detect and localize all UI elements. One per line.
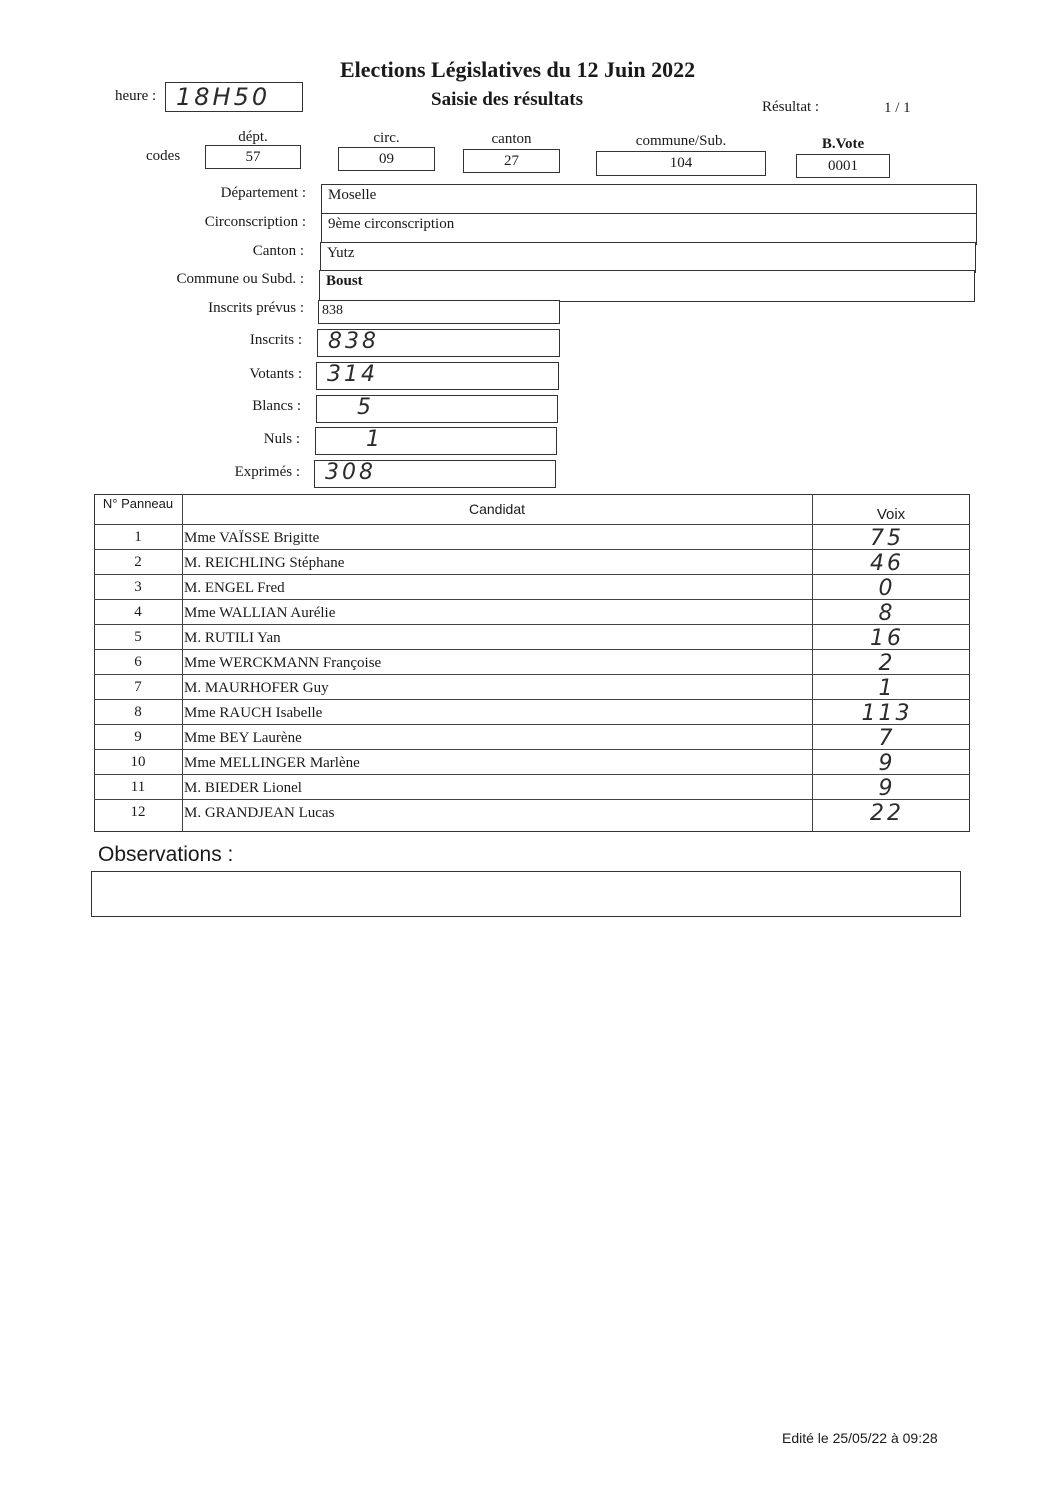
table-row — [94, 749, 970, 775]
col-header-panneau: N° Panneau — [102, 496, 174, 511]
document-subtitle: Saisie des résultats — [431, 89, 583, 110]
row-candidate-name: Mme MELLINGER Marlène — [184, 755, 360, 771]
row-candidate-name: M. REICHLING Stéphane — [184, 555, 345, 571]
code-bvote-label: B.Vote — [821, 136, 865, 152]
edited-timestamp: Edité le 25/05/22 à 09:28 — [782, 1430, 938, 1446]
row-candidate-name: Mme WALLIAN Aurélie — [184, 605, 336, 621]
inscrits-field[interactable]: 838 — [317, 329, 560, 357]
nuls-field[interactable]: 1 — [315, 427, 557, 455]
table-row — [94, 799, 970, 825]
row-candidate-name: M. GRANDJEAN Lucas — [184, 805, 335, 821]
commune-field[interactable]: Boust — [319, 270, 975, 302]
col-header-voix: Voix — [876, 506, 906, 523]
code-dept-field[interactable]: 57 — [205, 145, 301, 169]
row-panneau-number: 12 — [130, 804, 146, 820]
row-candidate-name: M. RUTILI Yan — [184, 630, 281, 646]
code-circ-label: circ. — [373, 130, 400, 146]
code-commune-field[interactable]: 104 — [596, 151, 766, 176]
results-table — [94, 494, 970, 832]
code-canton-label: canton — [491, 131, 532, 147]
inscrits-prevus-label: Inscrits prévus : — [208, 300, 304, 316]
observations-label: Observations : — [98, 843, 234, 866]
table-row — [94, 699, 970, 725]
resultat-label: Résultat : — [762, 99, 820, 115]
document-title: Elections Législatives du 12 Juin 2022 — [340, 57, 696, 82]
votants-label: Votants : — [249, 366, 302, 382]
heure-field[interactable]: 18H50 — [165, 82, 303, 112]
row-voix-field[interactable]: 0 — [878, 576, 896, 601]
votants-field[interactable]: 314 — [316, 362, 559, 390]
row-panneau-number: 11 — [130, 779, 146, 795]
table-row — [94, 724, 970, 750]
col-header-candidat: Candidat — [468, 501, 526, 517]
inscrits-label: Inscrits : — [249, 332, 302, 348]
table-row — [94, 649, 970, 675]
row-candidate-name: Mme VAÏSSE Brigitte — [184, 530, 320, 546]
table-row — [94, 774, 970, 800]
canton-label: Canton : — [252, 243, 304, 259]
row-voix-field[interactable]: 1 — [878, 676, 896, 701]
row-candidate-name: M. BIEDER Lionel — [184, 780, 302, 796]
row-voix-field[interactable]: 22 — [870, 801, 904, 826]
observations-field[interactable] — [91, 871, 961, 917]
row-candidate-name: M. ENGEL Fred — [184, 580, 285, 596]
exprimes-label: Exprimés : — [234, 464, 300, 480]
circonscription-field[interactable]: 9ème circonscription — [321, 213, 977, 245]
row-panneau-number: 5 — [134, 629, 142, 645]
resultat-value: 1 / 1 — [884, 100, 911, 116]
table-row — [94, 599, 970, 625]
row-voix-field[interactable]: 7 — [878, 726, 896, 751]
table-row — [94, 574, 970, 600]
row-candidate-name: M. MAURHOFER Guy — [184, 680, 329, 696]
row-panneau-number: 1 — [134, 529, 142, 545]
row-voix-field[interactable]: 9 — [878, 776, 896, 801]
row-panneau-number: 10 — [130, 754, 146, 770]
blancs-field[interactable]: 5 — [316, 395, 558, 423]
table-row — [94, 549, 970, 575]
departement-label: Département : — [220, 185, 306, 201]
row-candidate-name: Mme RAUCH Isabelle — [184, 705, 323, 721]
code-dept-label: dépt. — [238, 129, 268, 145]
blancs-label: Blancs : — [252, 398, 301, 414]
nuls-label: Nuls : — [263, 431, 300, 447]
code-commune-label: commune/Sub. — [635, 133, 727, 149]
heure-label: heure : — [115, 88, 157, 104]
row-panneau-number: 3 — [134, 579, 142, 595]
row-voix-field[interactable]: 2 — [878, 651, 896, 676]
row-voix-field[interactable]: 75 — [870, 526, 904, 551]
row-voix-field[interactable]: 113 — [861, 701, 913, 726]
row-candidate-name: Mme WERCKMANN Françoise — [184, 655, 382, 671]
departement-field[interactable]: Moselle — [321, 184, 977, 216]
row-panneau-number: 8 — [134, 704, 142, 720]
row-voix-field[interactable]: 46 — [870, 551, 904, 576]
row-candidate-name: Mme BEY Laurène — [184, 730, 302, 746]
row-panneau-number: 9 — [134, 729, 142, 745]
inscrits-prevus-field[interactable]: 838 — [318, 300, 560, 324]
row-voix-field[interactable]: 16 — [870, 626, 904, 651]
table-row — [94, 624, 970, 650]
code-bvote-field[interactable]: 0001 — [796, 154, 890, 178]
row-panneau-number: 7 — [134, 679, 142, 695]
row-voix-field[interactable]: 8 — [878, 601, 896, 626]
row-panneau-number: 6 — [134, 654, 142, 670]
row-panneau-number: 4 — [134, 604, 142, 620]
codes-label: codes — [146, 148, 181, 164]
table-row — [94, 674, 970, 700]
commune-label: Commune ou Subd. : — [176, 271, 304, 287]
code-circ-field[interactable]: 09 — [338, 147, 435, 171]
table-row — [94, 524, 970, 550]
exprimes-field[interactable]: 308 — [314, 460, 556, 488]
row-voix-field[interactable]: 9 — [878, 751, 896, 776]
row-panneau-number: 2 — [134, 554, 142, 570]
canton-field[interactable]: Yutz — [320, 242, 976, 273]
circonscription-label: Circonscription : — [204, 214, 306, 230]
code-canton-field[interactable]: 27 — [463, 149, 560, 173]
